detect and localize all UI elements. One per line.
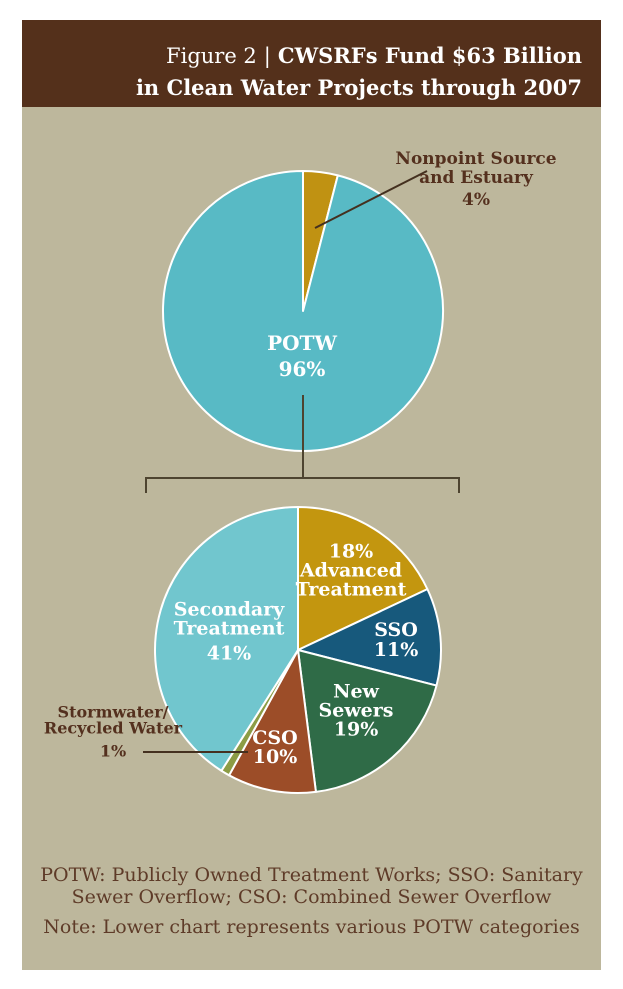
- new-sewers-percent: 19%: [333, 718, 379, 741]
- potw-slice-name: POTW: [267, 331, 337, 355]
- sso-name: SSO: [374, 619, 418, 641]
- stormwater-callout-label: [43, 702, 183, 761]
- secondary-treatment-slice-label: [173, 598, 285, 665]
- new-sewers-slice-label: [318, 680, 394, 741]
- secondary-line1: Secondary: [173, 598, 285, 621]
- secondary-line2: Treatment: [173, 617, 285, 640]
- stormwater-percent: 1%: [99, 741, 127, 761]
- secondary-percent: 41%: [206, 642, 252, 665]
- figure-number-label: Figure 2: [166, 44, 257, 68]
- sso-percent: 11%: [373, 639, 419, 661]
- abbreviations-line1: POTW: Publicly Owned Treatment Works; SSO: Sanitary: [40, 864, 583, 886]
- potw-slice-percent: 96%: [278, 357, 326, 381]
- abbreviations-line2: Sewer Overflow; CSO: Combined Sewer Overflow: [71, 886, 552, 908]
- figure-title-line1: CWSRFs Fund $63 Billion: [277, 43, 582, 68]
- advanced-percent: 18%: [328, 540, 374, 563]
- cso-percent: 10%: [252, 746, 298, 768]
- sso-slice-label: [374, 620, 419, 660]
- new-sewers-line1: New: [333, 680, 379, 703]
- cso-slice-label: [252, 729, 297, 767]
- title-divider: |: [263, 44, 271, 68]
- advanced-name-line1: Advanced: [299, 559, 403, 582]
- cso-name: CSO: [252, 727, 298, 749]
- nonpoint-line1: Nonpoint Source: [395, 149, 557, 169]
- nonpoint-percent: 4%: [462, 190, 490, 210]
- advanced-treatment-slice-label: [295, 540, 407, 601]
- stormwater-line1: Stormwater/: [57, 702, 169, 722]
- figure-footnotes: [22, 864, 601, 938]
- nonpoint-line2: and Estuary: [419, 168, 533, 188]
- advanced-name-line2: Treatment: [295, 578, 407, 601]
- nonpoint-callout-label: [395, 150, 556, 210]
- potw-breakdown-bracket: [146, 395, 459, 493]
- figure-title-line2: in Clean Water Projects through 2007: [135, 75, 582, 100]
- new-sewers-line2: Sewers: [318, 699, 394, 722]
- figure-note: Note: Lower chart represents various POTW categories: [43, 916, 580, 938]
- stormwater-line2: Recycled Water: [43, 718, 183, 738]
- potw-slice-label: [267, 330, 337, 382]
